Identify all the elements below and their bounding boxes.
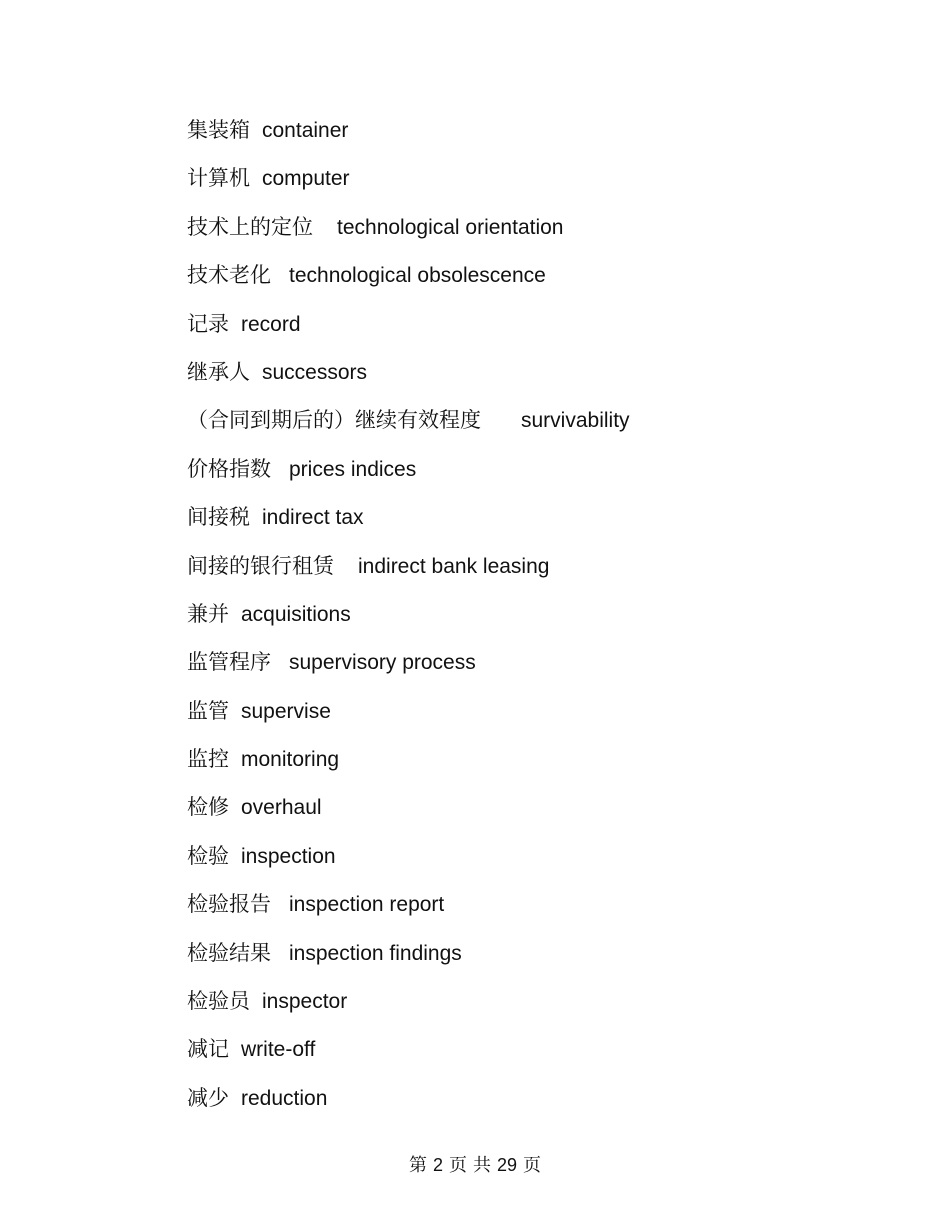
glossary-entry <box>187 209 907 257</box>
entry-english: overhaul <box>241 796 322 820</box>
glossary-entry <box>187 257 907 305</box>
entry-english: container <box>262 119 349 142</box>
current-page-number: 2 <box>432 1155 443 1175</box>
glossary-entry <box>187 112 907 160</box>
entry-chinese: 检验结果 <box>187 940 271 965</box>
entry-chinese: （合同到期后的）继续有效程度 <box>187 408 481 433</box>
entry-chinese: 监管程序 <box>187 650 271 675</box>
entry-chinese: 监管 <box>187 698 229 723</box>
footer-suffix: 页 <box>523 1155 542 1176</box>
entry-chinese: 检验员 <box>187 989 250 1014</box>
entry-english: inspection findings <box>289 941 462 965</box>
entry-chinese: 间接税 <box>187 505 250 530</box>
entry-english: technological obsolescence <box>289 264 546 288</box>
glossary-entry <box>187 838 907 886</box>
entry-english: reduction <box>241 1086 328 1110</box>
entry-chinese: 技术老化 <box>187 263 271 288</box>
entry-english: indirect tax <box>262 506 364 530</box>
entry-chinese: 检验 <box>187 843 229 868</box>
glossary-entry <box>187 451 907 499</box>
entry-chinese: 技术上的定位 <box>187 214 313 239</box>
page-footer <box>0 1150 950 1181</box>
entry-english: computer <box>262 167 350 191</box>
entry-chinese: 兼并 <box>187 601 229 626</box>
glossary-entry <box>187 886 907 934</box>
footer-prefix: 第 <box>408 1155 427 1176</box>
entry-english: supervisory process <box>289 651 476 675</box>
entry-english: indirect bank leasing <box>358 554 550 578</box>
entry-english: inspection <box>241 844 336 868</box>
footer-total-word: 共 <box>472 1155 491 1176</box>
glossary-entry <box>187 160 907 208</box>
glossary-entry <box>187 354 907 402</box>
entry-chinese: 集装箱 <box>187 118 250 142</box>
glossary-entry <box>187 402 907 450</box>
entry-chinese: 间接的银行租赁 <box>187 553 334 578</box>
glossary-entry <box>187 789 907 837</box>
entry-english: acquisitions <box>241 602 351 626</box>
total-pages-number: 29 <box>496 1155 518 1175</box>
entry-english: successors <box>262 360 368 384</box>
entry-english: write-off <box>241 1038 316 1062</box>
entry-chinese: 减少 <box>187 1085 229 1110</box>
entry-chinese: 价格指数 <box>187 456 271 481</box>
glossary-entry <box>187 306 907 354</box>
glossary-entry <box>187 1080 907 1128</box>
entry-english: survivability <box>521 409 630 433</box>
glossary-entry <box>187 499 907 547</box>
glossary-entry <box>187 693 907 741</box>
glossary-list <box>187 112 907 1128</box>
glossary-entry <box>187 644 907 692</box>
glossary-entry <box>187 1031 907 1079</box>
entry-english: inspection report <box>289 893 445 917</box>
glossary-entry <box>187 741 907 789</box>
entry-chinese: 监控 <box>187 747 229 772</box>
entry-chinese: 计算机 <box>187 166 250 191</box>
entry-chinese: 检修 <box>187 795 229 820</box>
glossary-entry <box>187 935 907 983</box>
glossary-entry <box>187 983 907 1031</box>
entry-english: technological orientation <box>337 215 564 239</box>
entry-english: supervise <box>241 699 331 723</box>
entry-chinese: 检验报告 <box>187 892 271 917</box>
entry-english: monitoring <box>241 748 340 772</box>
glossary-entry <box>187 548 907 596</box>
glossary-entry <box>187 596 907 644</box>
entry-english: prices indices <box>289 457 417 481</box>
entry-english: record <box>241 312 301 336</box>
entry-chinese: 记录 <box>187 311 229 336</box>
entry-chinese: 继承人 <box>187 359 250 384</box>
entry-english: inspector <box>262 990 348 1014</box>
footer-page-word: 页 <box>448 1155 467 1176</box>
entry-chinese: 减记 <box>187 1037 229 1062</box>
